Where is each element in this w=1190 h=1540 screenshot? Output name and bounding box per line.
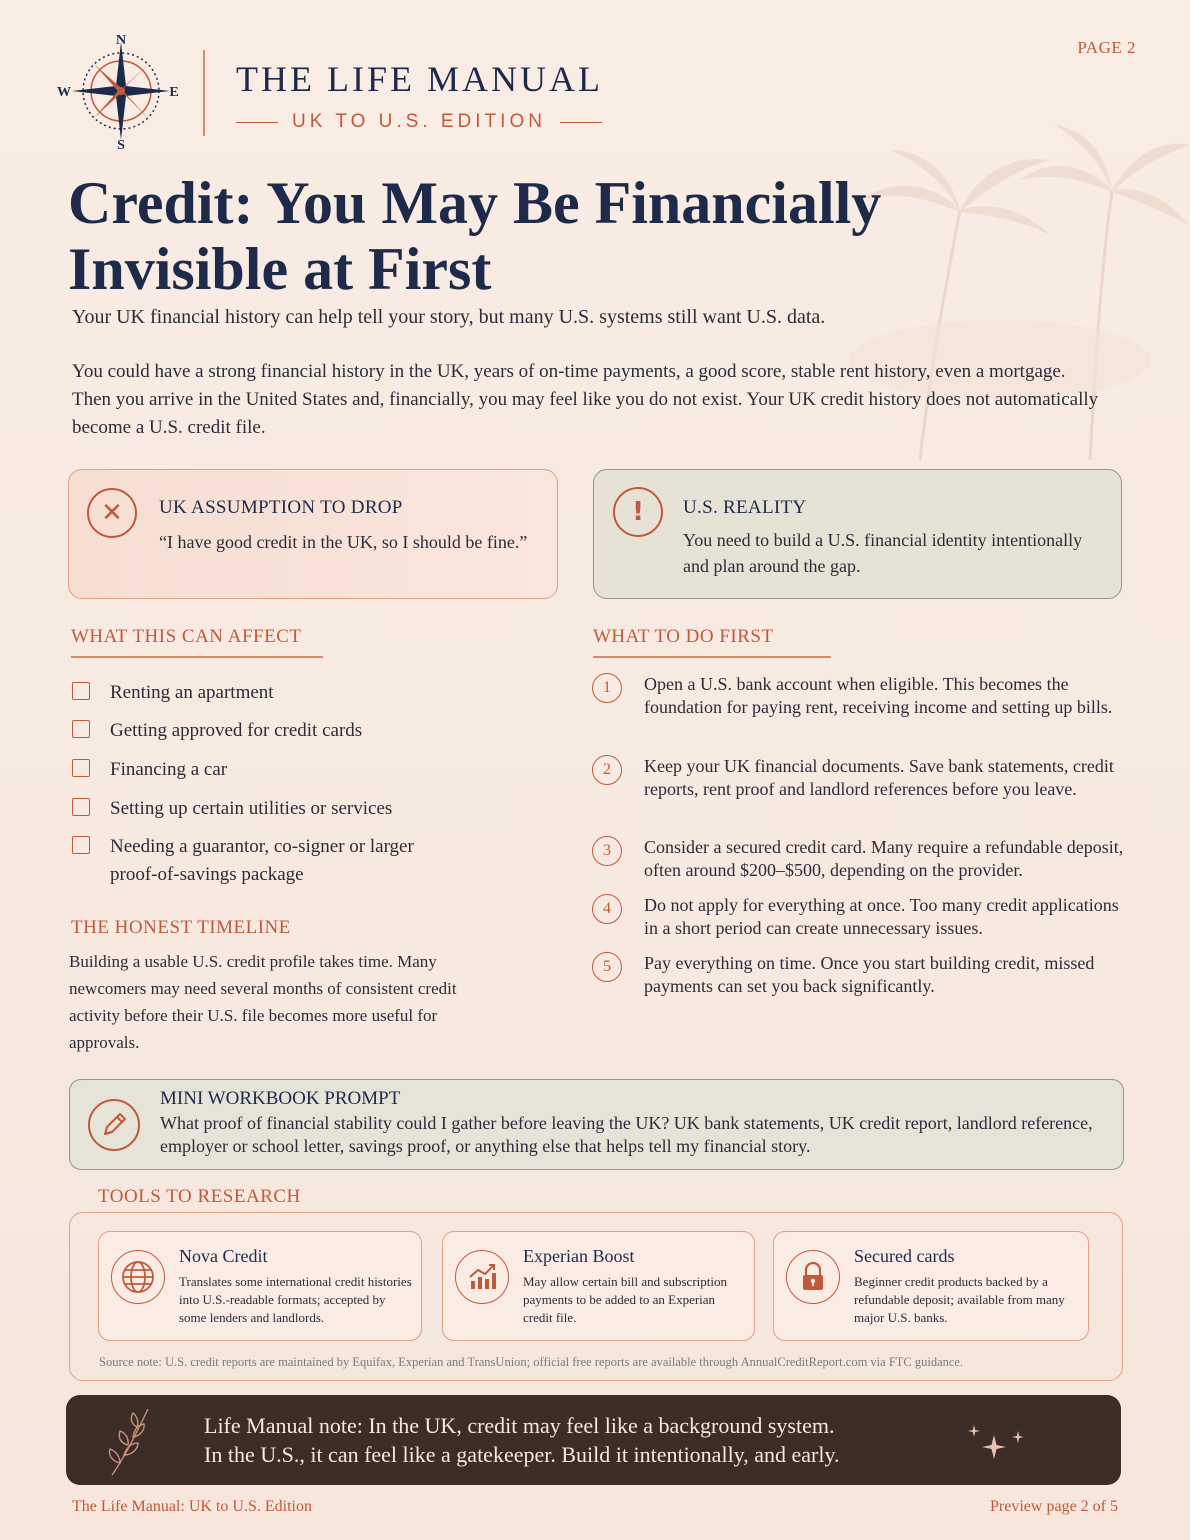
step-item	[592, 952, 1132, 998]
compass-rose-icon	[57, 30, 182, 153]
tool-description: Translates some international credit histories into U.S.-readable formats; accepted by some lenders and landlords.	[179, 1274, 412, 1325]
tool-name: Nova Credit	[179, 1246, 268, 1266]
pencil-icon	[88, 1099, 140, 1151]
page-title-line-1: Credit: You May Be Financially	[68, 170, 882, 236]
step-number: 1	[592, 673, 622, 703]
compass-n-label: N	[115, 33, 127, 48]
step-text: Consider a secured credit card. Many require a refundable deposit, often around $200–$500, depending on the provider.	[644, 837, 1124, 880]
tool-name: Experian Boost	[523, 1246, 635, 1266]
affect-item-label: Financing a car	[110, 759, 228, 780]
step-item	[592, 755, 1132, 801]
steps-heading-rule	[593, 656, 831, 658]
affect-item[interactable]	[72, 833, 452, 889]
edition-label: UK TO U.S. EDITION	[292, 111, 546, 132]
tool-description: Beginner credit products backed by a refundable deposit; available from many major U.S. banks.	[854, 1274, 1065, 1325]
affect-item[interactable]	[72, 795, 492, 823]
step-item	[592, 894, 1132, 940]
edition-rule-right	[560, 122, 602, 123]
checkbox[interactable]	[72, 682, 90, 700]
tool-card-nova-credit	[98, 1231, 422, 1341]
tool-card-secured-cards	[773, 1231, 1089, 1341]
brand-title: THE LIFE MANUAL	[236, 59, 603, 99]
compass-e-label: E	[169, 85, 179, 100]
footer-page-indicator: Preview page 2 of 5	[990, 1498, 1118, 1515]
page-title	[68, 170, 968, 302]
step-text: Do not apply for everything at once. Too many credit applications in a short period can create unnecessary issues.	[644, 895, 1119, 938]
tool-name: Secured cards	[854, 1246, 955, 1266]
uk-assumption-heading: UK ASSUMPTION TO DROP	[159, 497, 403, 518]
footer-title: The Life Manual: UK to U.S. Edition	[72, 1498, 312, 1515]
exclamation-circle-icon: !	[613, 487, 663, 537]
note-text	[204, 1411, 924, 1469]
tool-description: May allow certain bill and subscription payments to be added to an Experian credit file.	[523, 1274, 727, 1325]
source-note: Source note: U.S. credit reports are maintained by Equifax, Experian and TransUnion; official free reports are available through AnnualCreditReport.com via FTC guidance.	[99, 1355, 964, 1369]
step-item	[592, 673, 1132, 719]
page-subtitle: Your UK financial history can help tell your story, but many U.S. systems still want U.S. data.	[72, 306, 826, 328]
step-text: Open a U.S. bank account when eligible. This becomes the foundation for paying rent, receiving income and setting up bills.	[644, 674, 1113, 717]
us-reality-text: You need to build a U.S. financial identity intentionally and plan around the gap.	[683, 530, 1083, 576]
edition-line	[236, 110, 602, 134]
step-text: Pay everything on time. Once you start building credit, missed payments can set you back significantly.	[644, 953, 1095, 996]
workbook-text: What proof of financial stability could I gather before leaving the UK? UK bank statements, UK credit report, landlord reference, employer or school letter, savings proof, or anything else that helps tell my financial story.	[160, 1113, 1093, 1156]
affect-heading: WHAT THIS CAN AFFECT	[71, 626, 302, 647]
lock-icon	[786, 1250, 840, 1304]
note-line-1: Life Manual note: In the UK, credit may feel like a background system.	[204, 1413, 835, 1438]
chart-up-icon	[455, 1250, 509, 1304]
step-number: 2	[592, 755, 622, 785]
step-number: 4	[592, 894, 622, 924]
sparkles-icon	[962, 1421, 1032, 1465]
checkbox[interactable]	[72, 798, 90, 816]
tools-heading: TOOLS TO RESEARCH	[90, 1186, 309, 1208]
affect-item[interactable]	[72, 717, 492, 745]
affect-item[interactable]	[72, 756, 492, 784]
timeline-heading: THE HONEST TIMELINE	[71, 917, 291, 938]
edition-rule-left	[236, 122, 278, 123]
affect-item-label: Needing a guarantor, co-signer or larger proof-of-savings package	[110, 836, 414, 885]
step-number: 3	[592, 836, 622, 866]
affect-item-label: Getting approved for credit cards	[110, 720, 363, 741]
tool-card-experian-boost	[442, 1231, 755, 1341]
checkbox[interactable]	[72, 836, 90, 854]
workbook-heading: MINI WORKBOOK PROMPT	[160, 1088, 401, 1109]
uk-assumption-text: “I have good credit in the UK, so I should be fine.”	[159, 532, 528, 552]
affect-item-label: Renting an apartment	[110, 682, 274, 703]
affect-item-label: Setting up certain utilities or services	[110, 798, 393, 819]
note-line-2: In the U.S., it can feel like a gatekeeper. Build it intentionally, and early.	[204, 1442, 840, 1467]
intro-paragraph: You could have a strong financial history in the UK, years of on-time payments, a good score, stable rent history, even a mortgage. Then you arrive in the United States and, financially, you may feel like you do not exist. Your UK credit history does not automatically become a U.S. credit file.	[72, 361, 1099, 438]
uk-assumption-callout	[68, 469, 558, 599]
close-circle-icon: ✕	[87, 488, 137, 538]
compass-s-label: S	[117, 138, 125, 153]
timeline-body: Building a usable U.S. credit profile takes time. Many newcomers may need several months of consistent credit activity before their U.S. file becomes more useful for approvals.	[69, 952, 457, 1052]
us-reality-heading: U.S. REALITY	[683, 497, 807, 518]
step-number: 5	[592, 952, 622, 982]
workbook-prompt	[69, 1079, 1124, 1170]
checkbox[interactable]	[72, 759, 90, 777]
compass-w-label: W	[57, 85, 71, 100]
page-number: PAGE 2	[1077, 38, 1136, 57]
affect-heading-rule	[71, 656, 323, 658]
us-reality-callout	[593, 469, 1122, 599]
life-manual-note	[66, 1395, 1121, 1485]
checkbox[interactable]	[72, 720, 90, 738]
step-item	[592, 836, 1132, 882]
header-divider	[203, 50, 205, 136]
page-title-line-2: Invisible at First	[68, 236, 492, 302]
leaf-sprig-icon	[102, 1403, 158, 1479]
affect-item[interactable]	[72, 679, 492, 707]
steps-heading: WHAT TO DO FIRST	[593, 626, 774, 647]
globe-icon	[111, 1250, 165, 1304]
step-text: Keep your UK financial documents. Save bank statements, credit reports, rent proof and landlord references before you leave.	[644, 756, 1114, 799]
